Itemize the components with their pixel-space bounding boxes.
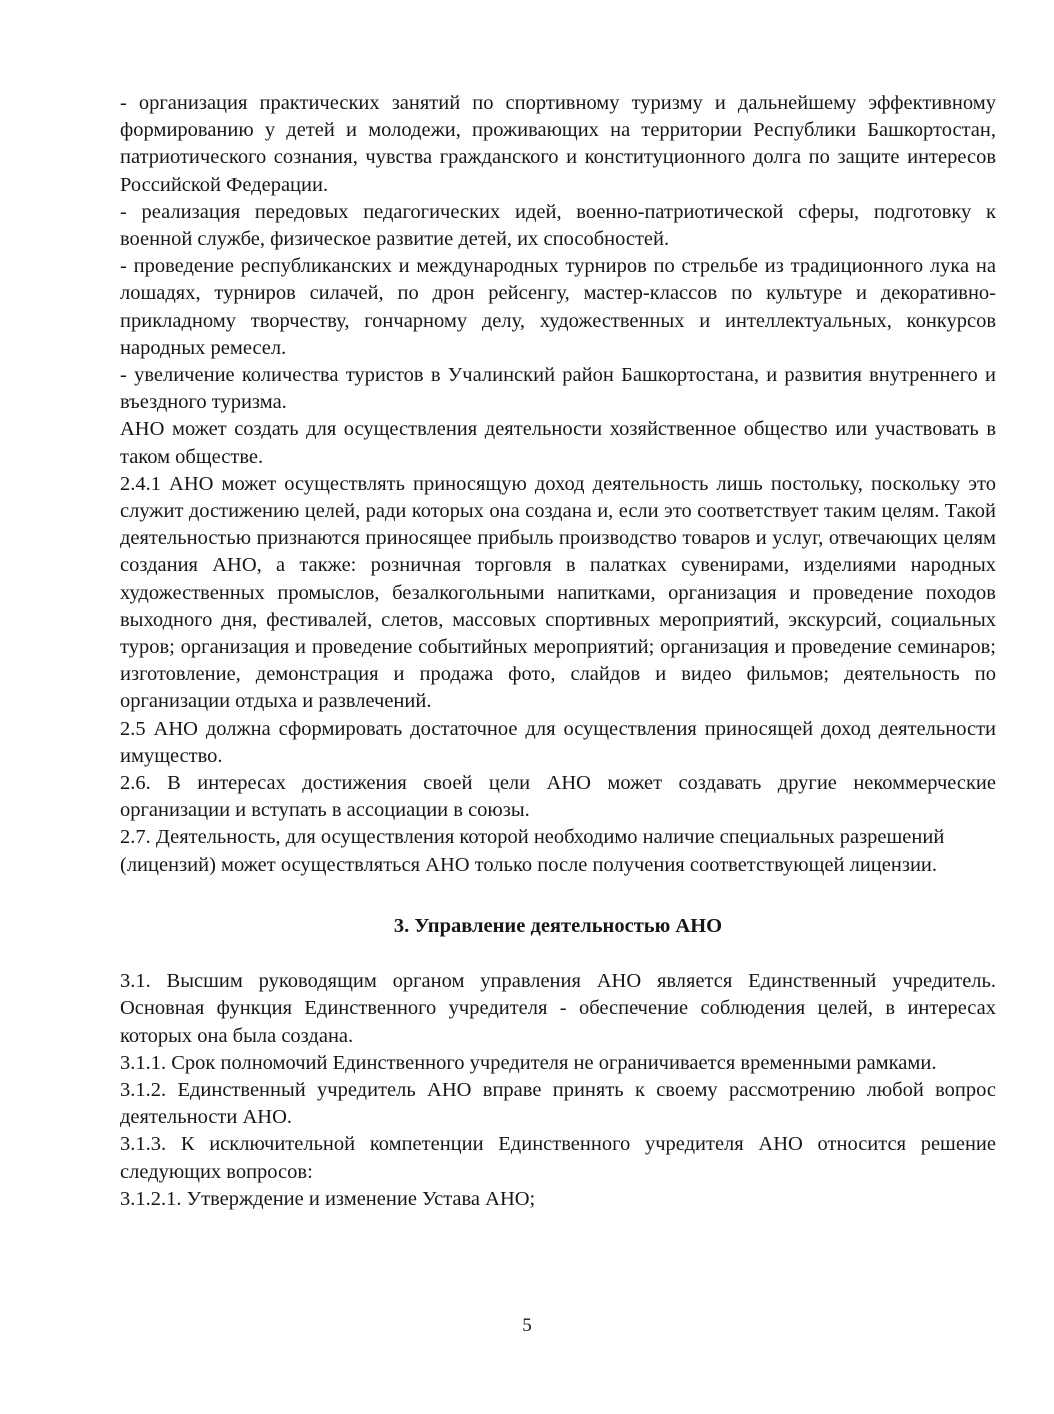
paragraph-3-1-2-1: 3.1.2.1. Утверждение и изменение Устава АНО; <box>120 1187 536 1210</box>
paragraph-sports-tourism: - организация практических занятий по спортивному туризму и дальнейшему эффективному формированию у детей и молодежи, проживающих на территории Республики Башкортостан, патриотического сознания, чувства гражданского и конституционного долга по защите интересов Российской Федерации. <box>120 92 996 196</box>
paragraph-2-4-1: 2.4.1 АНО может осуществлять приносящую доход деятельность лишь постольку, поскольку это служит достижению целей, ради которых она создана и, если это соответствует таким целям. Такой деятельностью признаются приносящее прибыль производство товаров и услуг, отвечающих целям создания АНО, а также: розничная торговля в палатках сувенирами, изделиями народных художественных промыслов, безалкогольными напитками, организация и проведение походов выходного дня, фестивалей, слетов, массовых спортивных мероприятий, экскурсий, социальных туров; организация и проведение событийных мероприятий; организация и проведение семинаров; изготовление, демонстрация и продажа фото, слайдов и видео фильмов; деятельность по организации отдыха и развлечений. <box>120 472 996 713</box>
paragraph-3-1-1: 3.1.1. Срок полномочий Единственного учредителя не ограничивается временными рамками. <box>120 1051 937 1074</box>
paragraph-tourism-growth: - увеличение количества туристов в Учалинский район Башкортостана, и развития внутреннего и въездного туризма. <box>120 364 996 414</box>
paragraph-3-1-3: 3.1.3. К исключительной компетенции Единственного учредителя АНО относится решение следующих вопросов: <box>120 1133 996 1183</box>
paragraph-2-7: 2.7. Деятельность, для осуществления которой необходимо наличие специальных разрешений (лицензий) может осуществляться АНО только после получения соответствующей лицензии. <box>120 826 945 876</box>
document-page <box>120 90 996 1213</box>
page-number: 5 <box>522 1315 532 1336</box>
paragraph-pedagogical-ideas: - реализация передовых педагогических идей, военно-патриотической сферы, подготовку к военной службе, физическое развитие детей, их способностей. <box>120 200 996 251</box>
paragraph-2-5: 2.5 АНО должна сформировать достаточное для осуществления приносящей доход деятельности имущество. <box>120 717 996 767</box>
paragraph-3-1: 3.1. Высшим руководящим органом управления АНО является Единственный учредитель. Основная функция Единственного учредителя - обеспечение соблюдения целей, в интересах которых она была создана. <box>120 970 996 1047</box>
paragraph-3-1-2: 3.1.2. Единственный учредитель АНО вправе принять к своему рассмотрению любой вопрос деятельности АНО. <box>120 1078 996 1129</box>
section-3-heading: 3. Управление деятельностью АНО <box>393 914 723 937</box>
paragraph-business-company: АНО может создать для осуществления деятельности хозяйственное общество или участвовать в таком обществе. <box>120 418 996 468</box>
paragraph-tournaments: - проведение республиканских и международных турниров по стрельбе из традиционного лука на лошадях, турниров силачей, по дрон рейсенгу, мастер-классов по культуре и декоративно-прикладному творчеству, гончарному делу, художественных и интеллектуальных, конкурсов народных ремесел. <box>120 255 996 359</box>
paragraph-2-6: 2.6. В интересах достижения своей цели АНО может создавать другие некоммерческие организации и вступать в ассоциации в союзы. <box>120 772 996 822</box>
